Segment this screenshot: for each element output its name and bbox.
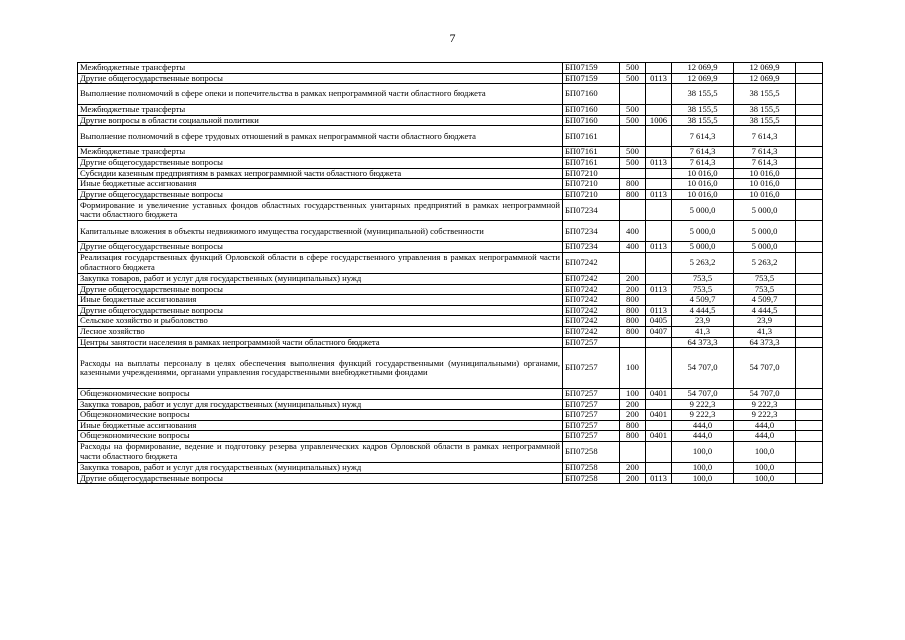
row-empty-cell	[796, 399, 823, 410]
table-row	[78, 337, 823, 348]
row-amount1-cell: 38 155,5	[672, 84, 734, 105]
row-name-cell: Общеэкономические вопросы	[78, 431, 563, 442]
row-empty-cell	[796, 242, 823, 253]
row-amount2-cell: 753,5	[734, 273, 796, 284]
table-row	[78, 305, 823, 316]
row-expense-type-cell: 200	[620, 410, 646, 421]
row-code-cell: БП07242	[563, 316, 620, 327]
row-amount2-cell: 54 707,0	[734, 389, 796, 400]
row-expense-type-cell: 800	[620, 179, 646, 190]
row-code-cell: БП07258	[563, 442, 620, 463]
row-code-cell: БП07160	[563, 105, 620, 116]
row-empty-cell	[796, 463, 823, 474]
row-amount2-cell: 100,0	[734, 442, 796, 463]
row-code-cell: БП07258	[563, 473, 620, 484]
row-code-cell: БП07257	[563, 348, 620, 389]
row-name-cell: Иные бюджетные ассигнования	[78, 295, 563, 306]
row-expense-type-cell	[620, 84, 646, 105]
row-empty-cell	[796, 189, 823, 200]
row-amount1-cell: 5 263,2	[672, 252, 734, 273]
row-amount2-cell: 753,5	[734, 284, 796, 295]
row-section-cell	[646, 126, 672, 147]
row-name-cell: Сельское хозяйство и рыболовство	[78, 316, 563, 327]
row-amount1-cell: 100,0	[672, 463, 734, 474]
row-amount2-cell: 38 155,5	[734, 115, 796, 126]
row-empty-cell	[796, 126, 823, 147]
row-expense-type-cell: 100	[620, 389, 646, 400]
row-section-cell: 0401	[646, 389, 672, 400]
row-name-cell: Формирование и увеличение уставных фондов областных государственных унитарных предприятий в рамках непрограммной части областного бюджета	[78, 200, 563, 221]
row-section-cell	[646, 252, 672, 273]
row-amount2-cell: 444,0	[734, 431, 796, 442]
row-name-cell: Межбюджетные трансферты	[78, 105, 563, 116]
budget-table	[77, 62, 823, 484]
table-row	[78, 420, 823, 431]
row-expense-type-cell: 100	[620, 348, 646, 389]
row-expense-type-cell	[620, 126, 646, 147]
row-name-cell: Иные бюджетные ассигнования	[78, 179, 563, 190]
row-empty-cell	[796, 316, 823, 327]
row-section-cell: 0401	[646, 410, 672, 421]
row-expense-type-cell: 200	[620, 463, 646, 474]
table-row	[78, 105, 823, 116]
table-row	[78, 63, 823, 74]
row-code-cell: БП07210	[563, 168, 620, 179]
row-expense-type-cell: 500	[620, 63, 646, 74]
row-code-cell: БП07159	[563, 63, 620, 74]
row-empty-cell	[796, 389, 823, 400]
row-section-cell: 0113	[646, 73, 672, 84]
row-name-cell: Другие общегосударственные вопросы	[78, 157, 563, 168]
row-section-cell: 0113	[646, 284, 672, 295]
row-amount2-cell: 7 614,3	[734, 126, 796, 147]
row-code-cell: БП07210	[563, 179, 620, 190]
row-section-cell: 0113	[646, 242, 672, 253]
row-code-cell: БП07242	[563, 326, 620, 337]
row-empty-cell	[796, 305, 823, 316]
table-row	[78, 431, 823, 442]
table-row	[78, 242, 823, 253]
row-empty-cell	[796, 252, 823, 273]
row-section-cell	[646, 147, 672, 158]
row-amount1-cell: 10 016,0	[672, 189, 734, 200]
row-amount2-cell: 38 155,5	[734, 105, 796, 116]
row-section-cell	[646, 442, 672, 463]
row-code-cell: БП07257	[563, 337, 620, 348]
row-expense-type-cell: 800	[620, 316, 646, 327]
row-amount2-cell: 10 016,0	[734, 189, 796, 200]
row-amount1-cell: 12 069,9	[672, 63, 734, 74]
row-amount1-cell: 9 222,3	[672, 410, 734, 421]
row-empty-cell	[796, 337, 823, 348]
row-name-cell: Расходы на формирование, ведение и подготовку резерва управленческих кадров Орловской области в рамках непрограммной части областного бюджета	[78, 442, 563, 463]
row-section-cell: 0113	[646, 189, 672, 200]
row-expense-type-cell: 200	[620, 399, 646, 410]
row-expense-type-cell: 800	[620, 420, 646, 431]
table-row	[78, 126, 823, 147]
row-amount2-cell: 7 614,3	[734, 157, 796, 168]
row-amount1-cell: 10 016,0	[672, 179, 734, 190]
row-expense-type-cell: 200	[620, 284, 646, 295]
row-expense-type-cell	[620, 252, 646, 273]
row-section-cell	[646, 337, 672, 348]
row-amount2-cell: 10 016,0	[734, 168, 796, 179]
row-section-cell: 0113	[646, 305, 672, 316]
row-amount1-cell: 10 016,0	[672, 168, 734, 179]
row-name-cell: Закупка товаров, работ и услуг для государственных (муниципальных) нужд	[78, 273, 563, 284]
row-empty-cell	[796, 73, 823, 84]
row-section-cell: 0401	[646, 431, 672, 442]
row-amount2-cell: 9 222,3	[734, 410, 796, 421]
row-amount2-cell: 41,3	[734, 326, 796, 337]
table-row	[78, 200, 823, 221]
row-section-cell	[646, 200, 672, 221]
row-section-cell	[646, 348, 672, 389]
table-row	[78, 316, 823, 327]
row-code-cell: БП07234	[563, 200, 620, 221]
row-empty-cell	[796, 221, 823, 242]
row-section-cell	[646, 295, 672, 306]
row-empty-cell	[796, 63, 823, 74]
row-amount2-cell: 444,0	[734, 420, 796, 431]
row-code-cell: БП07242	[563, 305, 620, 316]
row-empty-cell	[796, 431, 823, 442]
row-name-cell: Общеэкономические вопросы	[78, 410, 563, 421]
budget-table-body	[78, 63, 823, 484]
row-code-cell: БП07161	[563, 126, 620, 147]
row-name-cell: Закупка товаров, работ и услуг для государственных (муниципальных) нужд	[78, 463, 563, 474]
row-amount2-cell: 100,0	[734, 463, 796, 474]
row-section-cell	[646, 168, 672, 179]
row-name-cell: Капитальные вложения в объекты недвижимого имущества государственной (муниципальной) собственности	[78, 221, 563, 242]
row-expense-type-cell: 400	[620, 242, 646, 253]
row-empty-cell	[796, 147, 823, 158]
row-amount1-cell: 753,5	[672, 273, 734, 284]
row-empty-cell	[796, 115, 823, 126]
row-name-cell: Другие общегосударственные вопросы	[78, 189, 563, 200]
row-empty-cell	[796, 284, 823, 295]
row-section-cell: 1006	[646, 115, 672, 126]
table-row	[78, 221, 823, 242]
row-amount1-cell: 64 373,3	[672, 337, 734, 348]
row-code-cell: БП07161	[563, 157, 620, 168]
row-expense-type-cell: 400	[620, 221, 646, 242]
row-amount1-cell: 38 155,5	[672, 115, 734, 126]
table-row	[78, 73, 823, 84]
table-row	[78, 189, 823, 200]
row-code-cell: БП07257	[563, 420, 620, 431]
row-expense-type-cell: 200	[620, 473, 646, 484]
row-expense-type-cell: 500	[620, 73, 646, 84]
row-name-cell: Межбюджетные трансферты	[78, 63, 563, 74]
row-expense-type-cell	[620, 200, 646, 221]
row-amount2-cell: 4 509,7	[734, 295, 796, 306]
row-code-cell: БП07159	[563, 73, 620, 84]
table-row	[78, 252, 823, 273]
row-empty-cell	[796, 473, 823, 484]
row-name-cell: Выполнение полномочий в сфере опеки и попечительства в рамках непрограммной части областного бюджета	[78, 84, 563, 105]
row-expense-type-cell: 800	[620, 295, 646, 306]
row-section-cell	[646, 63, 672, 74]
row-code-cell: БП07160	[563, 115, 620, 126]
row-amount2-cell: 38 155,5	[734, 84, 796, 105]
table-row	[78, 179, 823, 190]
row-empty-cell	[796, 295, 823, 306]
row-code-cell: БП07242	[563, 252, 620, 273]
row-empty-cell	[796, 157, 823, 168]
row-name-cell: Другие общегосударственные вопросы	[78, 73, 563, 84]
row-name-cell: Другие общегосударственные вопросы	[78, 242, 563, 253]
row-empty-cell	[796, 179, 823, 190]
row-amount1-cell: 12 069,9	[672, 73, 734, 84]
row-empty-cell	[796, 105, 823, 116]
row-section-cell	[646, 221, 672, 242]
row-amount2-cell: 5 000,0	[734, 200, 796, 221]
row-name-cell: Иные бюджетные ассигнования	[78, 420, 563, 431]
row-amount1-cell: 100,0	[672, 473, 734, 484]
row-code-cell: БП07257	[563, 410, 620, 421]
row-name-cell: Другие общегосударственные вопросы	[78, 284, 563, 295]
row-amount2-cell: 100,0	[734, 473, 796, 484]
row-amount1-cell: 5 000,0	[672, 200, 734, 221]
row-amount2-cell: 12 069,9	[734, 63, 796, 74]
row-amount1-cell: 444,0	[672, 431, 734, 442]
row-section-cell	[646, 84, 672, 105]
row-amount1-cell: 41,3	[672, 326, 734, 337]
row-amount2-cell: 9 222,3	[734, 399, 796, 410]
row-name-cell: Закупка товаров, работ и услуг для государственных (муниципальных) нужд	[78, 399, 563, 410]
table-row	[78, 84, 823, 105]
table-row	[78, 273, 823, 284]
row-amount2-cell: 23,9	[734, 316, 796, 327]
row-amount2-cell: 12 069,9	[734, 73, 796, 84]
row-empty-cell	[796, 273, 823, 284]
row-code-cell: БП07257	[563, 431, 620, 442]
row-name-cell: Расходы на выплаты персоналу в целях обеспечения выполнения функций государственными (муниципальными) органами, казенными учреждениями, органами управления государственными внебюджетными фондами	[78, 348, 563, 389]
row-amount1-cell: 54 707,0	[672, 389, 734, 400]
row-name-cell: Реализация государственных функций Орловской области в сфере государственного управления в рамках непрограммной части областного бюджета	[78, 252, 563, 273]
row-section-cell: 0113	[646, 157, 672, 168]
row-amount2-cell: 54 707,0	[734, 348, 796, 389]
row-amount1-cell: 9 222,3	[672, 399, 734, 410]
table-row	[78, 147, 823, 158]
row-name-cell: Общеэкономические вопросы	[78, 389, 563, 400]
row-expense-type-cell	[620, 168, 646, 179]
row-section-cell: 0407	[646, 326, 672, 337]
row-expense-type-cell: 800	[620, 431, 646, 442]
table-row	[78, 463, 823, 474]
row-expense-type-cell: 500	[620, 105, 646, 116]
row-section-cell: 0113	[646, 473, 672, 484]
table-row	[78, 326, 823, 337]
row-amount2-cell: 64 373,3	[734, 337, 796, 348]
table-row	[78, 284, 823, 295]
row-code-cell: БП07242	[563, 284, 620, 295]
row-expense-type-cell: 800	[620, 189, 646, 200]
row-empty-cell	[796, 348, 823, 389]
row-code-cell: БП07210	[563, 189, 620, 200]
row-code-cell: БП07242	[563, 295, 620, 306]
row-expense-type-cell: 200	[620, 273, 646, 284]
row-expense-type-cell: 500	[620, 115, 646, 126]
row-section-cell	[646, 420, 672, 431]
row-amount1-cell: 444,0	[672, 420, 734, 431]
row-amount2-cell: 5 000,0	[734, 242, 796, 253]
table-row	[78, 348, 823, 389]
row-expense-type-cell	[620, 337, 646, 348]
table-row	[78, 157, 823, 168]
row-code-cell: БП07234	[563, 242, 620, 253]
row-name-cell: Другие общегосударственные вопросы	[78, 305, 563, 316]
row-empty-cell	[796, 442, 823, 463]
row-amount2-cell: 4 444,5	[734, 305, 796, 316]
row-amount1-cell: 23,9	[672, 316, 734, 327]
table-row	[78, 168, 823, 179]
row-empty-cell	[796, 200, 823, 221]
row-empty-cell	[796, 420, 823, 431]
row-amount1-cell: 7 614,3	[672, 147, 734, 158]
row-section-cell	[646, 105, 672, 116]
row-amount1-cell: 4 444,5	[672, 305, 734, 316]
row-name-cell: Лесное хозяйство	[78, 326, 563, 337]
row-amount1-cell: 7 614,3	[672, 126, 734, 147]
row-amount1-cell: 5 000,0	[672, 242, 734, 253]
row-name-cell: Межбюджетные трансферты	[78, 147, 563, 158]
row-amount1-cell: 753,5	[672, 284, 734, 295]
row-section-cell: 0405	[646, 316, 672, 327]
row-section-cell	[646, 273, 672, 284]
row-amount1-cell: 7 614,3	[672, 157, 734, 168]
row-amount1-cell: 54 707,0	[672, 348, 734, 389]
row-amount2-cell: 7 614,3	[734, 147, 796, 158]
row-empty-cell	[796, 326, 823, 337]
row-code-cell: БП07257	[563, 399, 620, 410]
row-expense-type-cell	[620, 442, 646, 463]
table-row	[78, 442, 823, 463]
row-name-cell: Субсидии казенным предприятиям в рамках непрограммной части областного бюджета	[78, 168, 563, 179]
row-section-cell	[646, 179, 672, 190]
row-expense-type-cell: 800	[620, 305, 646, 316]
table-row	[78, 295, 823, 306]
row-amount1-cell: 38 155,5	[672, 105, 734, 116]
row-amount2-cell: 5 263,2	[734, 252, 796, 273]
table-row	[78, 115, 823, 126]
row-section-cell	[646, 399, 672, 410]
row-empty-cell	[796, 410, 823, 421]
row-code-cell: БП07257	[563, 389, 620, 400]
row-amount2-cell: 5 000,0	[734, 221, 796, 242]
row-amount1-cell: 4 509,7	[672, 295, 734, 306]
row-code-cell: БП07161	[563, 147, 620, 158]
table-row	[78, 389, 823, 400]
row-code-cell: БП07234	[563, 221, 620, 242]
row-empty-cell	[796, 84, 823, 105]
table-row	[78, 410, 823, 421]
row-expense-type-cell: 500	[620, 147, 646, 158]
row-name-cell: Другие общегосударственные вопросы	[78, 473, 563, 484]
page-number: 7	[449, 31, 456, 45]
row-section-cell	[646, 463, 672, 474]
row-expense-type-cell: 800	[620, 326, 646, 337]
table-row	[78, 473, 823, 484]
row-code-cell: БП07160	[563, 84, 620, 105]
row-name-cell: Центры занятости населения в рамках непрограммной части областного бюджета	[78, 337, 563, 348]
row-name-cell: Выполнение полномочий в сфере трудовых отношений в рамках непрограммной части областного бюджета	[78, 126, 563, 147]
row-amount2-cell: 10 016,0	[734, 179, 796, 190]
table-row	[78, 399, 823, 410]
row-name-cell: Другие вопросы в области социальной политики	[78, 115, 563, 126]
row-empty-cell	[796, 168, 823, 179]
row-code-cell: БП07242	[563, 273, 620, 284]
row-code-cell: БП07258	[563, 463, 620, 474]
row-amount1-cell: 100,0	[672, 442, 734, 463]
row-expense-type-cell: 500	[620, 157, 646, 168]
row-amount1-cell: 5 000,0	[672, 221, 734, 242]
